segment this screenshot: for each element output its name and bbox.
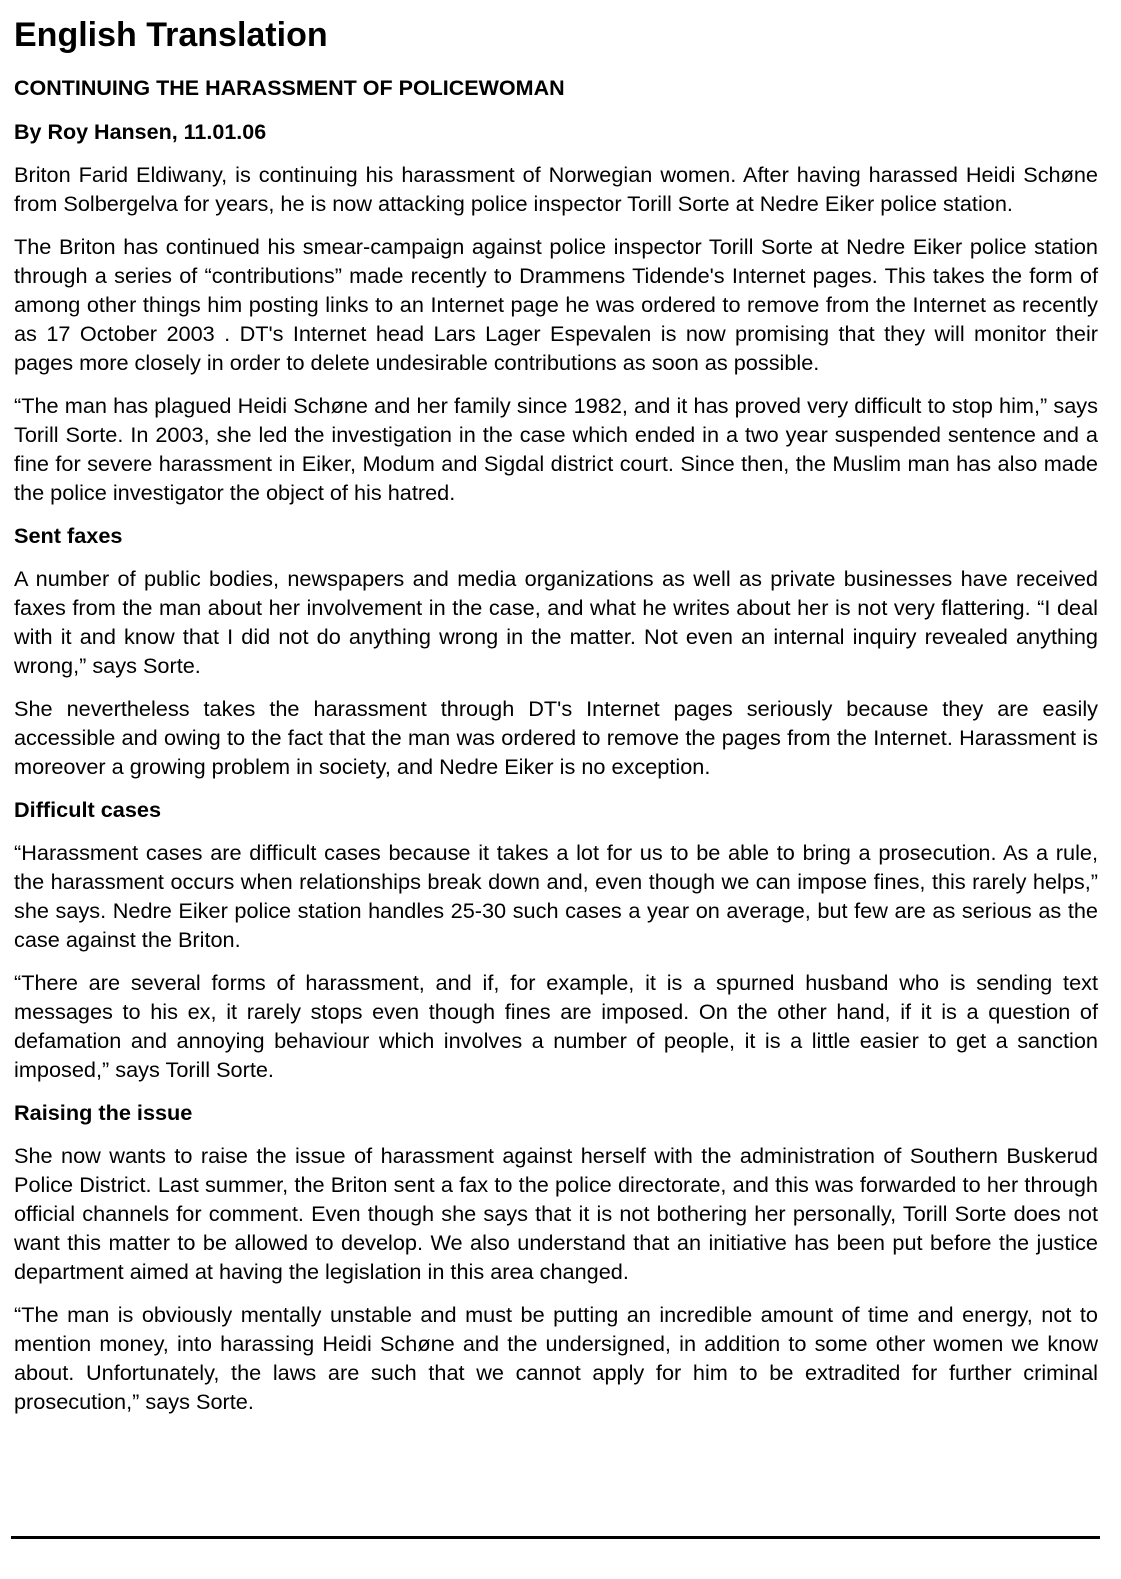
section-heading-raising-the-issue: Raising the issue <box>14 1100 193 1125</box>
document-title: English Translation <box>14 16 328 54</box>
article-paragraph: Briton Farid Eldiwany, is continuing his harassment of Norwegian women. After having harassed Heidi Schøne from Solbergelva for years, he is now attacking police inspector Torill Sorte at Nedre Eiker police station. <box>14 162 1098 216</box>
article-paragraph: “There are several forms of harassment, and if, for example, it is a spurned husband who is sending text messages to his ex, it rarely stops even though fines are imposed. On the other hand, if it is a question of defamation and annoying behaviour which involves a number of people, it is a little easier to get a sanction imposed,” says Torill Sorte. <box>14 970 1098 1082</box>
article-paragraph: The Briton has continued his smear-campaign against police inspector Torill Sorte at Nedre Eiker police station through a series of “contributions” made recently to Drammens Tidende's Internet pages. This takes the form of among other things him posting links to an Internet page he was ordered to remove from the Internet as recently as 17 October 2003 . DT's Internet head Lars Lager Espevalen is now promising that they will monitor their pages more closely in order to delete undesirable contributions as soon as possible. <box>14 234 1098 375</box>
document-page <box>14 12 1098 1430</box>
article-byline: By Roy Hansen, 11.01.06 <box>14 120 267 144</box>
footer-divider <box>11 1536 1100 1539</box>
article-headline: CONTINUING THE HARASSMENT OF POLICEWOMAN <box>14 76 565 100</box>
article-paragraph: She nevertheless takes the harassment through DT's Internet pages seriously because they are easily accessible and owing to the fact that the man was ordered to remove the pages from the Internet. Harassment is moreover a growing problem in society, and Nedre Eiker is no exception. <box>14 696 1098 779</box>
section-heading-difficult-cases: Difficult cases <box>14 797 162 822</box>
article-paragraph: She now wants to raise the issue of harassment against herself with the administration of Southern Buskerud Police District. Last summer, the Briton sent a fax to the police directorate, and this was forwarded to her through official channels for comment. Even though she says that it is not bothering her personally, Torill Sorte does not want this matter to be allowed to develop. We also understand that an initiative has been put before the justice department aimed at having the legislation in this area changed. <box>14 1143 1098 1284</box>
article-paragraph: “Harassment cases are difficult cases because it takes a lot for us to be able to bring a prosecution. As a rule, the harassment occurs when relationships break down and, even though we can impose fines, this rarely helps,” she says. Nedre Eiker police station handles 25-30 such cases a year on average, but few are as serious as the case against the Briton. <box>14 840 1098 952</box>
article-paragraph: “The man is obviously mentally unstable and must be putting an incredible amount of time and energy, not to mention money, into harassing Heidi Schøne and the undersigned, in addition to some other women we know about. Unfortunately, the laws are such that we cannot apply for him to be extradited for further criminal prosecution,” says Sorte. <box>14 1302 1098 1414</box>
article-paragraph: “The man has plagued Heidi Schøne and her family since 1982, and it has proved very difficult to stop him,” says Torill Sorte. In 2003, she led the investigation in the case which ended in a two year suspended sentence and a fine for severe harassment in Eiker, Modum and Sigdal district court. Since then, the Muslim man has also made the police investigator the object of his hatred. <box>14 393 1098 505</box>
section-heading-sent-faxes: Sent faxes <box>14 523 123 548</box>
article-paragraph: A number of public bodies, newspapers and media organizations as well as private businesses have received faxes from the man about her involvement in the case, and what he writes about her is not very flattering. “I deal with it and know that I did not do anything wrong in the matter. Not even an internal inquiry revealed anything wrong,” says Sorte. <box>14 566 1098 678</box>
